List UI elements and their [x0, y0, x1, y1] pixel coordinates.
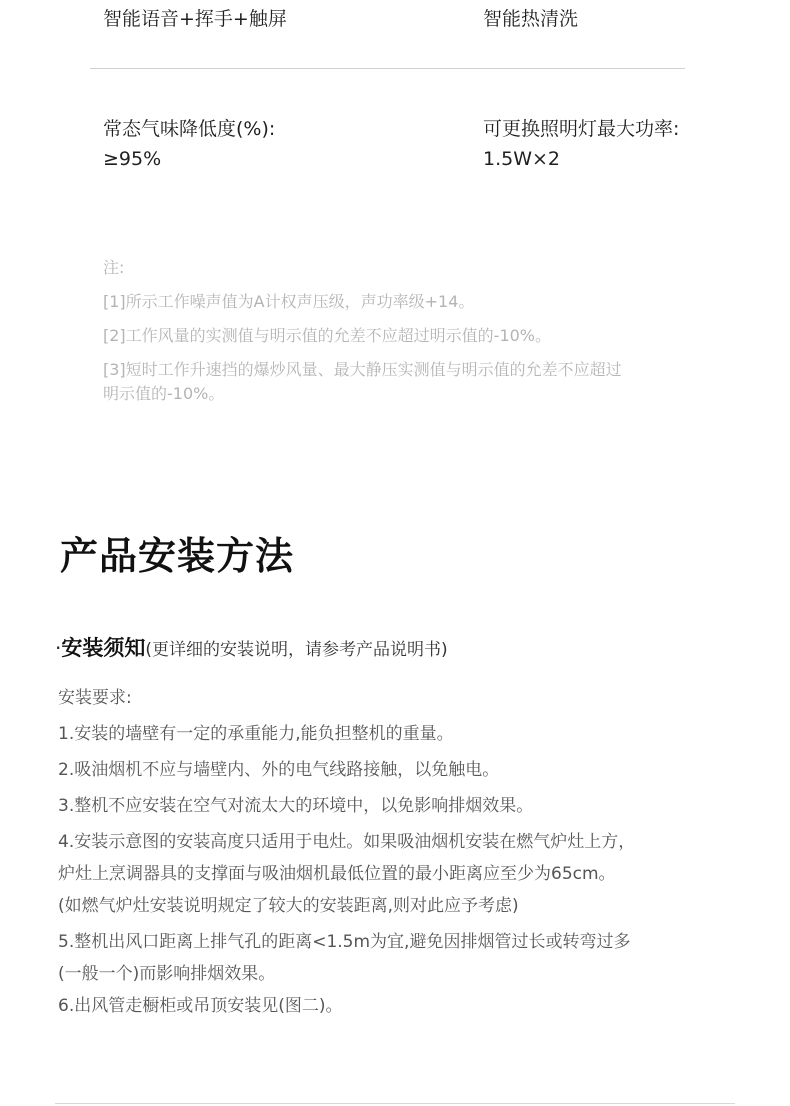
requirement-item: 6.出风管走橱柜或吊顶安装见(图二)。	[58, 996, 343, 1016]
spec-odor-value: ≥95%	[103, 148, 162, 170]
note-line: [1]所示工作噪声值为A计权声压级，声功率级+14。	[103, 292, 475, 311]
note-line: [3]短时工作升速挡的爆炒风量、最大静压实测值与明示值的允差不应超过	[103, 360, 622, 379]
spec-divider	[90, 68, 685, 69]
spec-feature-voice: 智能语音+挥手+触屏	[103, 8, 287, 30]
requirement-item: 1.安装的墙壁有一定的承重能力,能负担整机的重量。	[58, 724, 454, 744]
subsection-heading	[55, 632, 448, 662]
subsection-aside: (更详细的安装说明，请参考产品说明书)	[145, 640, 448, 660]
note-line: 明示值的-10%。	[103, 384, 225, 403]
note-heading: 注:	[103, 258, 125, 277]
spec-odor-label: 常态气味降低度(%):	[103, 118, 276, 140]
requirement-item: 3.整机不应安装在空气对流太大的环境中，以免影响排烟效果。	[58, 796, 534, 816]
requirement-item: 4.安装示意图的安装高度只适用于电灶。如果吸油烟机安装在燃气炉灶上方，	[58, 832, 636, 852]
requirement-item-continued: (一般一个)而影响排烟效果。	[58, 964, 276, 984]
note-line: [2]工作风量的实测值与明示值的允差不应超过明示值的-10%。	[103, 326, 552, 345]
requirement-item-continued: (如燃气炉灶安装说明规定了较大的安装距离,则对此应予考虑)	[58, 896, 519, 916]
section-title: 产品安装方法	[60, 534, 295, 578]
bottom-divider	[55, 1103, 735, 1104]
subsection-title: 安装须知	[61, 636, 146, 660]
requirement-item: 5.整机出风口距离上排气孔的距离<1.5m为宜,避免因排烟管过长或转弯过多	[58, 932, 631, 952]
bullet-dot: ·	[55, 636, 62, 660]
requirements-heading: 安装要求:	[58, 688, 132, 708]
requirements-list	[58, 682, 635, 1022]
spec-lamp-label: 可更换照明灯最大功率:	[483, 118, 680, 140]
requirement-item-continued: 炉灶上烹调器具的支撑面与吸油烟机最低位置的最小距离应至少为65cm。	[58, 864, 616, 884]
requirement-item: 2.吸油烟机不应与墙壁内、外的电气线路接触，以免触电。	[58, 760, 500, 780]
notes-block	[103, 256, 622, 406]
spec-feature-cleaning: 智能热清洗	[483, 8, 579, 30]
spec-lamp-value: 1.5W×2	[483, 148, 561, 170]
